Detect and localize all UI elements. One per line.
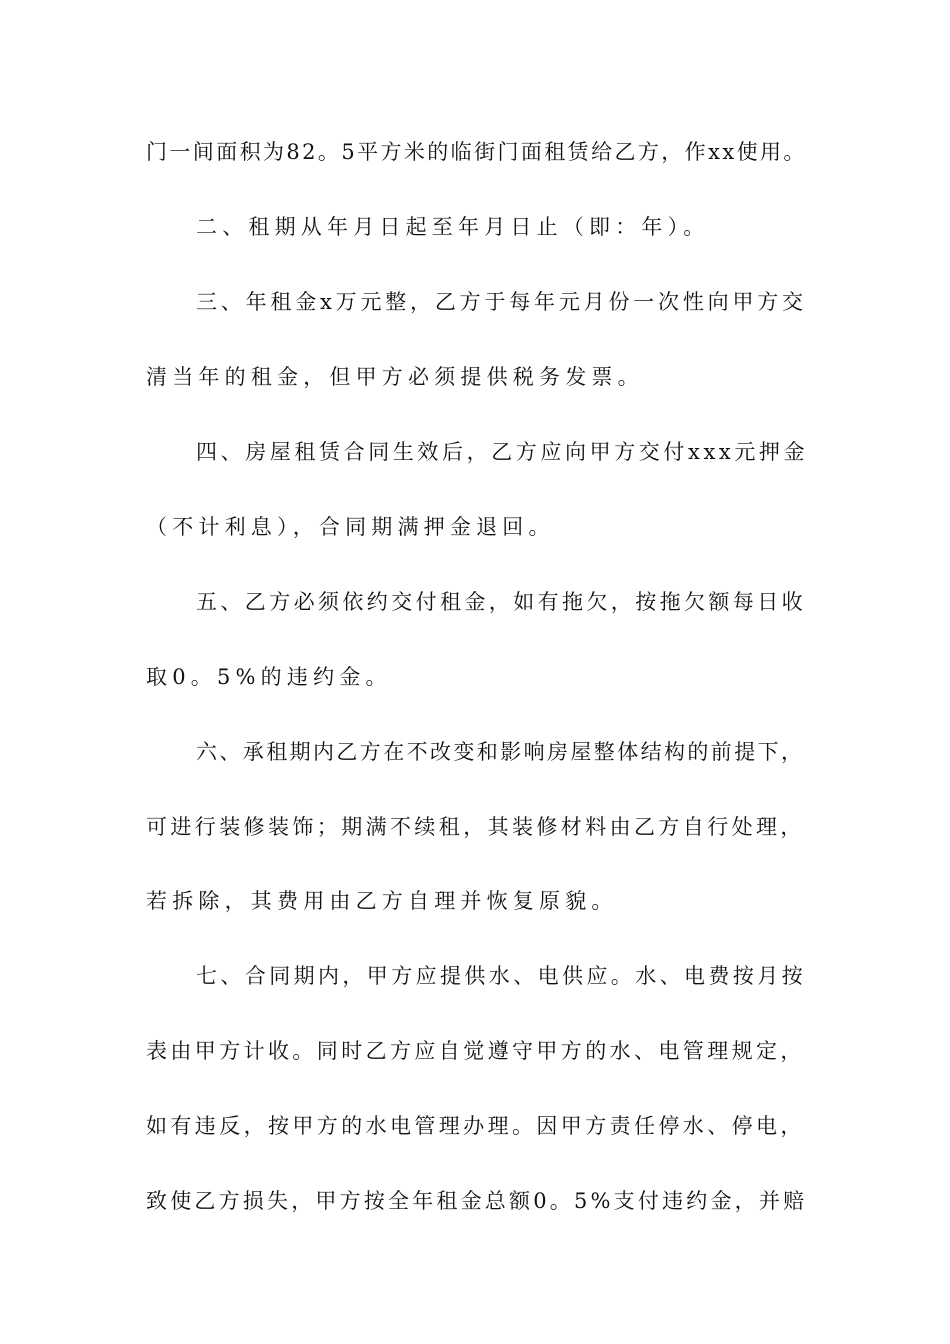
text-line: 二、租期从年月日起至年月日止（即：年）。	[196, 215, 710, 239]
text-line: 取0。5%的违约金。	[146, 665, 392, 689]
text-line: （不计利息），合同期满押金退回。	[146, 515, 555, 539]
text-line: 可进行装修装饰；期满不续租，其装修材料由乙方自行处理，	[146, 815, 805, 839]
text-line: 三、年租金x万元整，乙方于每年元月份一次性向甲方交	[196, 290, 807, 314]
text-line: 如有违反，按甲方的水电管理办理。因甲方责任停水、停电，	[146, 1114, 805, 1138]
text-line: 清当年的租金，但甲方必须提供税务发票。	[146, 365, 644, 389]
text-line: 致使乙方损失，甲方按全年租金总额0。5%支付违约金，并赔	[146, 1189, 808, 1213]
text-line: 七、合同期内，甲方应提供水、电供应。水、电费按月按	[196, 964, 806, 988]
text-line: 五、乙方必须依约交付租金，如有拖欠，按拖欠额每日收	[196, 590, 806, 614]
text-line: 表由甲方计收。同时乙方应自觉遵守甲方的水、电管理规定，	[146, 1039, 805, 1063]
text-line: 门一间面积为82。5平方米的临街门面租赁给乙方，作xx使用。	[146, 140, 807, 164]
text-line: 四、房屋租赁合同生效后，乙方应向甲方交付xxx元押金	[196, 440, 809, 464]
text-line: 若拆除，其费用由乙方自理并恢复原貌。	[146, 889, 618, 913]
text-line: 六、承租期内乙方在不改变和影响房屋整体结构的前提下，	[196, 740, 805, 764]
